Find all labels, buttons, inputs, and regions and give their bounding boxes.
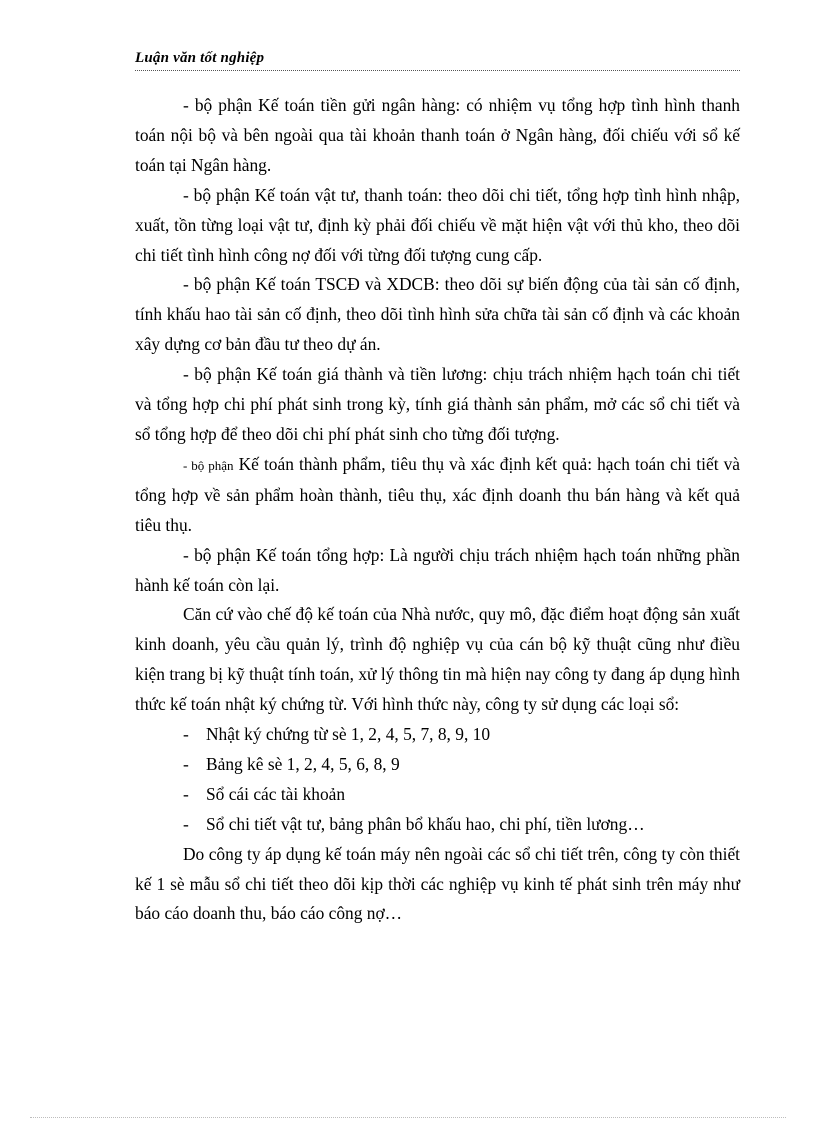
page-header <box>135 48 740 71</box>
list-item <box>135 780 740 810</box>
list-item <box>135 810 740 840</box>
list-dash: - <box>183 783 189 804</box>
list-item-text: Bảng kê sè 1, 2, 4, 5, 6, 8, 9 <box>206 753 400 774</box>
paragraph-general-accounting: - bộ phận Kế toán tổng hợp: Là người chịu trách nhiệm hạch toán những phần hành kế toán còn lại. <box>135 544 740 595</box>
list-item <box>135 750 740 780</box>
document-body <box>135 91 740 929</box>
paragraph-materials-accounting: - bộ phận Kế toán vật tư, thanh toán: theo dõi chi tiết, tổng hợp tình hình nhập, xuất, tồn từng loại vật tư, định kỳ phải đối chiếu về mặt hiện vật với thủ kho, theo dõi chi tiết tình hình công nợ đối với từng đối tượng cung cấp. <box>135 184 740 265</box>
paragraph-text: Kế toán thành phẩm, tiêu thụ và xác định kết quả: hạch toán chi tiết và tổng hợp về sản phẩm hoàn thành, tiêu thụ, xác định doanh thu bán hàng và kết quả tiêu thụ. <box>135 453 741 535</box>
list-item-text: Sổ cái các tài khoản <box>206 783 346 804</box>
list-item <box>135 720 740 750</box>
list-dash: - <box>183 753 189 774</box>
paragraph-finished-goods-accounting <box>135 450 740 541</box>
small-prefix-label: - bộ phận <box>183 457 234 473</box>
book-list <box>135 720 740 840</box>
paragraph-accounting-system: Căn cứ vào chế độ kế toán của Nhà nước, quy mô, đặc điểm hoạt động sản xuất kinh doanh, yêu cầu quản lý, trình độ nghiệp vụ của cán bộ kỹ thuật cũng như điều kiện trang bị kỹ thuật tính toán, xử lý thông tin mà hiện nay công ty đang áp dụng hình thức kế toán nhật ký chứng từ. Với hình thức này, công ty sử dụng các loại sổ: <box>135 604 740 715</box>
list-item-text: Nhật ký chứng từ sè 1, 2, 4, 5, 7, 8, 9, 10 <box>206 724 491 745</box>
list-item-text: Sổ chi tiết vật tư, bảng phân bổ khấu hao, chi phí, tiền lương… <box>206 813 645 834</box>
list-dash: - <box>183 724 189 745</box>
paragraph-computer-accounting: Do công ty áp dụng kế toán máy nên ngoài các sổ chi tiết trên, công ty còn thiết kế 1 sè mẫu sổ chi tiết theo dõi kịp thời các nghiệp vụ kinh tế phát sinh trên máy như báo cáo doanh thu, báo cáo công nợ… <box>135 843 740 924</box>
paragraph-fixed-assets-accounting: - bộ phận Kế toán TSCĐ và XDCB: theo dõi sự biến động của tài sản cố định, tính khấu hao tài sản cố định, theo dõi tình hình sửa chữa tài sản cố định và các khoản xây dựng cơ bản đầu tư theo dự án. <box>135 274 740 355</box>
paragraph-cost-salary-accounting: - bộ phận Kế toán giá thành và tiền lương: chịu trách nhiệm hạch toán chi tiết và tổng hợp chi phí phát sinh trong kỳ, tính giá thành sản phẩm, mở các sổ chi tiết và sổ tổng hợp để theo dõi chi phí phát sinh cho từng đối tượng. <box>135 364 740 444</box>
list-dash: - <box>183 813 189 834</box>
header-title: Luận văn tốt nghiệp <box>135 50 265 66</box>
paragraph-bank-deposit-accounting: - bộ phận Kế toán tiền gửi ngân hàng: có nhiệm vụ tổng hợp tình hình thanh toán nội bộ và bên ngoài qua tài khoản thanh toán ở Ngân hàng, đối chiếu với sổ kế toán tại Ngân hàng. <box>135 95 740 175</box>
footer-divider <box>30 1117 786 1118</box>
